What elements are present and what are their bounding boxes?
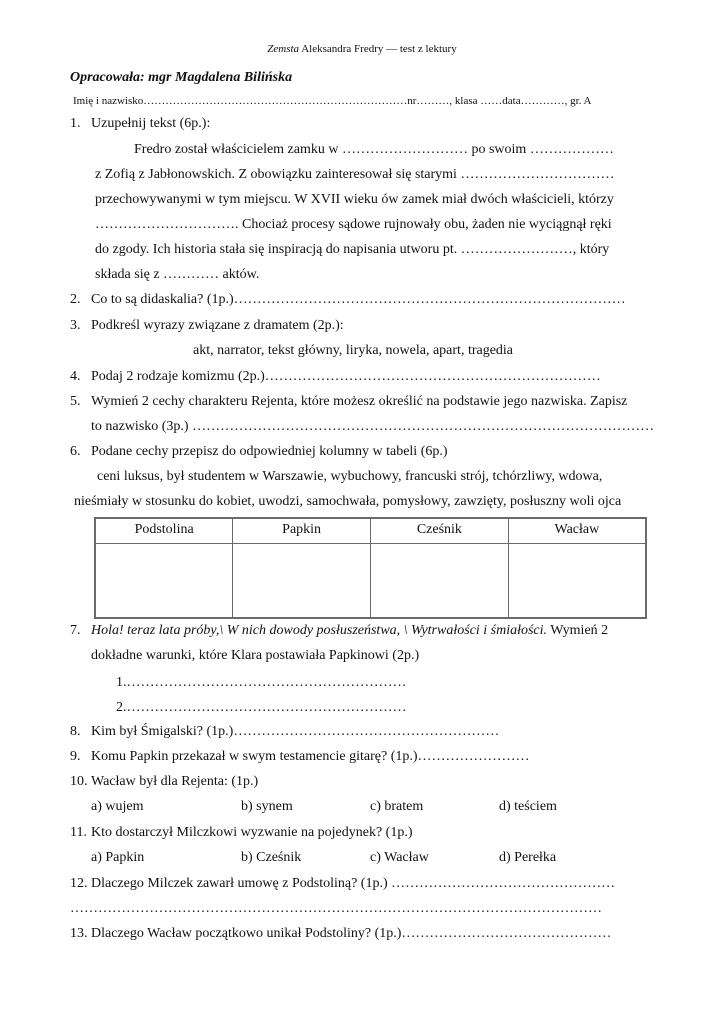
q7-line-1 bbox=[91, 623, 608, 639]
column-header-czesnik: Cześnik bbox=[371, 518, 509, 544]
q12-text: Dlaczego Milczek zawarł umowę z Podstoliną? (1p.) ………………………………………… bbox=[91, 876, 616, 891]
q2-text: Co to są didaskalia? (1p.)………………………………………………………………………… bbox=[91, 292, 626, 307]
answer-cell-czesnik[interactable] bbox=[371, 544, 509, 619]
q7-answer-1: 1.…………………………………………………… bbox=[116, 675, 407, 690]
q8-number: 8. bbox=[70, 724, 81, 739]
q10-option-b: b) synem bbox=[241, 799, 293, 814]
q1-line-2: z Zofią z Jabłonowskich. Z obowiązku zainteresował się starymi …………………………… bbox=[95, 167, 615, 182]
q1-line-4: …………………………. Chociaż procesy sądowe rujnowały obu, żaden nie wyciągnął ręki bbox=[95, 217, 612, 232]
q5-line-1: Wymień 2 cechy charakteru Rejenta, które możesz określić na podstawie jego nazwiska. Zapisz bbox=[91, 394, 628, 409]
q11-option-b: b) Cześnik bbox=[241, 850, 302, 865]
q2-number: 2. bbox=[70, 292, 81, 307]
q11-text: Kto dostarczył Milczkowi wyzwanie na pojedynek? (1p.) bbox=[91, 825, 413, 840]
q13-text: Dlaczego Wacław początkowo unikał Podstoliny? (1p.)……………………………………… bbox=[91, 926, 612, 941]
column-header-papkin: Papkin bbox=[233, 518, 371, 544]
q12-answer-line: …………………………………………………………………………………………………… bbox=[70, 901, 602, 916]
q1-number: 1. bbox=[70, 116, 81, 131]
q3-number: 3. bbox=[70, 318, 81, 333]
q1-line-6: składa się z ………… aktów. bbox=[95, 267, 260, 282]
q7-number: 7. bbox=[70, 623, 81, 638]
answer-cell-papkin[interactable] bbox=[233, 544, 371, 619]
answer-cell-waclaw[interactable] bbox=[508, 544, 646, 619]
character-traits-table bbox=[94, 517, 647, 619]
q9-text: Komu Papkin przekazał w swym testamencie gitarę? (1p.)…………………… bbox=[91, 749, 530, 764]
q10-option-c: c) bratem bbox=[370, 799, 424, 814]
q6-traits-line-1: ceni luksus, był studentem w Warszawie, wybuchowy, francuski strój, tchórzliwy, wdowa, bbox=[97, 469, 603, 484]
q3-words: akt, narrator, tekst główny, liryka, nowela, apart, tragedia bbox=[193, 343, 514, 358]
q10-number: 10. bbox=[70, 774, 88, 789]
answer-cell-podstolina[interactable] bbox=[95, 544, 233, 619]
q1-line-3: przechowywanymi w tym miejscu. W XVII wieku ów zamek miał dwóch właścicieli, którzy bbox=[95, 192, 614, 207]
q1-prompt: Uzupełnij tekst (6p.): bbox=[91, 116, 211, 131]
q10-option-a: a) wujem bbox=[91, 799, 144, 814]
q11-option-d: d) Perełka bbox=[499, 850, 557, 865]
q13-number: 13. bbox=[70, 926, 88, 941]
title-italic: Zemsta bbox=[267, 43, 300, 55]
q8-text: Kim był Śmigalski? (1p.)………………………………………………… bbox=[91, 724, 500, 739]
q9-number: 9. bbox=[70, 749, 81, 764]
q6-traits-line-2: nieśmiały w stosunku do kobiet, uwodzi, samochwała, pomysłowy, zawzięty, posłuszny woli ojca bbox=[74, 494, 622, 509]
q11-number: 11. bbox=[70, 825, 87, 840]
q10-text: Wacław był dla Rejenta: (1p.) bbox=[91, 774, 259, 789]
q6-text: Podane cechy przepisz do odpowiedniej kolumny w tabeli (6p.) bbox=[91, 444, 448, 459]
q11-option-c: c) Wacław bbox=[370, 850, 429, 865]
student-info-line: Imię i nazwisko………………………………………………………………nr………, klasa ……data…………, gr. A bbox=[73, 95, 592, 107]
q7-after: Wymień 2 bbox=[547, 623, 609, 638]
q11-option-a: a) Papkin bbox=[91, 850, 145, 865]
q7-answer-2: 2.…………………………………………………… bbox=[116, 700, 407, 715]
q5-number: 5. bbox=[70, 394, 81, 409]
title-rest: Aleksandra Fredry — test z lektury bbox=[299, 43, 457, 55]
q7-line-2: dokładne warunki, które Klara postawiała Papkinowi (2p.) bbox=[91, 648, 420, 663]
q4-text: Podaj 2 rodzaje komizmu (2p.)……………………………………………………………… bbox=[91, 369, 601, 384]
q10-option-d: d) teściem bbox=[499, 799, 557, 814]
author-line: Opracowała: mgr Magdalena Bilińska bbox=[70, 70, 293, 85]
q6-number: 6. bbox=[70, 444, 81, 459]
q12-number: 12. bbox=[70, 876, 88, 891]
column-header-podstolina: Podstolina bbox=[95, 518, 233, 544]
q1-line-5: do zgody. Ich historia stała się inspiracją do napisania utworu pt. ……………………, który bbox=[95, 242, 610, 257]
q1-line-1: Fredro został właścicielem zamku w ……………………… po swoim ……………… bbox=[134, 142, 614, 157]
column-header-waclaw: Wacław bbox=[508, 518, 646, 544]
q3-text: Podkreśl wyrazy związane z dramatem (2p.): bbox=[91, 318, 344, 333]
q7-quote: Hola! teraz lata próby,\ W nich dowody posłuszeństwa, \ Wytrwałości i śmiałości. bbox=[91, 623, 548, 638]
q4-number: 4. bbox=[70, 369, 81, 384]
q5-line-2: to nazwisko (3p.) ……………………………………………………………………………………… bbox=[91, 419, 655, 434]
document-title bbox=[0, 43, 724, 55]
